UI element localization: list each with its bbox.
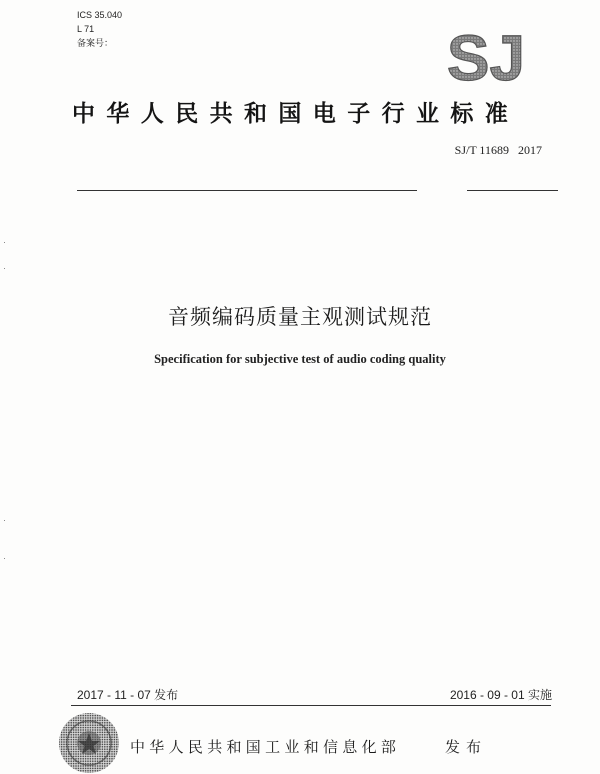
document-title-zh: 音频编码质量主观测试规范: [168, 305, 432, 329]
header-rule-left: [77, 190, 417, 191]
ccs-code: L 71: [77, 24, 95, 34]
scan-speck: [4, 558, 5, 559]
issue-date: 2017 - 11 - 07 发布: [77, 688, 179, 702]
scan-speck: [4, 268, 5, 269]
record-number-label: 备案号：: [77, 38, 114, 48]
publish-label: 发布: [445, 738, 488, 756]
scan-speck: [4, 242, 5, 243]
header-rule-right: [467, 190, 558, 191]
sj-logo-text: SJ: [446, 28, 526, 84]
issuing-authority: 中华人民共和国工业和信息化部: [130, 738, 401, 756]
effective-date: 2016 - 09 - 01 实施: [449, 688, 552, 702]
document-title-en: Specification for subjective test of audio coding quality: [154, 352, 446, 366]
industry-standard-heading: 中华人民共和国电子行业标准: [72, 101, 520, 127]
standard-number: SJ/T 11689 2017: [454, 143, 542, 157]
sj-logo: [438, 28, 534, 84]
ministry-seal: [58, 712, 120, 774]
date-rule: [71, 705, 551, 706]
scan-speck: [4, 520, 5, 521]
ics-code: ICS 35.040: [77, 10, 123, 20]
